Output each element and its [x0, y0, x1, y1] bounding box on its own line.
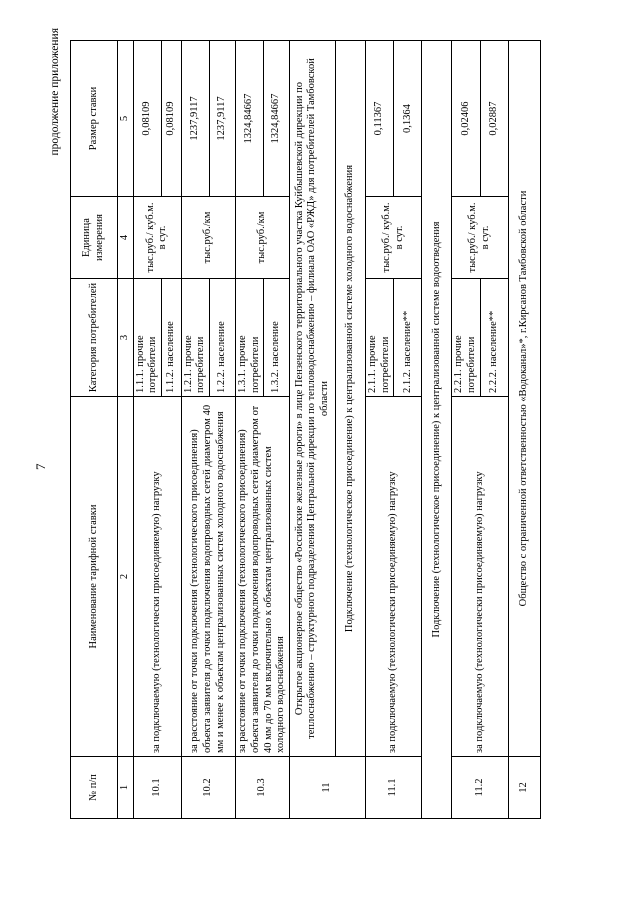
rate-name: за подключаемую (технологически присоединяемую) нагрузку — [133, 397, 181, 757]
page-number: 7 — [33, 463, 48, 470]
rate-value: 0,02406 — [452, 41, 480, 197]
column-index: 4 — [118, 197, 134, 279]
header-row — [71, 41, 118, 819]
table-row — [422, 41, 452, 819]
column-index: 3 — [118, 279, 134, 397]
organization-name: Открытое акционерное общество «Российские железные дороги» в лице Пензенского территориального участка Куйбышевской дирекции по теплоснабжению – структурного подразделения Центральной дирекции по тепловодоснабжению – филиала ОАО «РЖД» для потребителей Тамбовской области — [290, 41, 336, 757]
unit: тыс.руб./ куб.м. в сут. — [133, 197, 181, 279]
consumer-category: 1.2.2. население — [209, 279, 235, 397]
table-row — [133, 41, 161, 819]
table-row — [508, 41, 540, 819]
unit: тыс.руб./км — [235, 197, 289, 279]
header-rate-value: Размер ставки — [71, 41, 118, 197]
rate-value: 0,11367 — [366, 41, 394, 197]
consumer-category: 2.1.1. прочие потребители — [366, 279, 394, 397]
row-number: 10.3 — [235, 757, 289, 819]
tariff-table — [70, 40, 541, 819]
consumer-category: 1.3.2. население — [264, 279, 290, 397]
consumer-category: 1.1.1. прочие потребители — [133, 279, 161, 397]
section-title: Подключение (технологическое присоединение) к централизованной системе холодного водоснабжения — [336, 41, 366, 757]
row-number: 11.1 — [366, 757, 422, 819]
row-number: 11.2 — [452, 757, 508, 819]
section-title: Подключение (технологическое присоединение) к централизованной системе водоотведения — [422, 41, 452, 819]
column-index-row — [118, 41, 134, 819]
table-row — [290, 41, 336, 819]
rate-name: за расстояние от точки подключения (технологического присоединения) объекта заявителя до точки подключения водопроводных сетей диаметром от 40 мм до 70 мм включительно к объектам централизованных систем холодного водоснабжения — [235, 397, 289, 757]
table-row — [181, 41, 209, 819]
header-category: Категория потребителей — [71, 279, 118, 397]
consumer-category: 2.2.2. население** — [480, 279, 508, 397]
header-unit: Единица измерения — [71, 197, 118, 279]
row-number: 11 — [290, 757, 366, 819]
continuation-note: продолжение приложения — [49, 28, 61, 156]
rate-name: за подключаемую (технологически присоединяемую) нагрузку — [366, 397, 422, 757]
consumer-category: 1.2.1. прочие потребители — [181, 279, 209, 397]
unit: тыс.руб./ куб.м. в сут. — [452, 197, 508, 279]
column-index: 2 — [118, 397, 134, 757]
rate-value: 1324,84667 — [235, 41, 263, 197]
rate-value: 1237,9117 — [209, 41, 235, 197]
rate-value: 0,08109 — [133, 41, 161, 197]
table-row — [336, 41, 366, 819]
column-index: 1 — [118, 757, 134, 819]
header-number: № п/п — [71, 757, 118, 819]
table-row — [366, 41, 394, 819]
consumer-category: 2.1.2. население** — [394, 279, 422, 397]
consumer-category: 2.2.1. прочие потребители — [452, 279, 480, 397]
rate-value: 0,1364 — [394, 41, 422, 197]
organization-name: Общество с ограниченной ответственностью «Водоканал»*, г.Кирсанов Тамбовской области — [508, 41, 540, 757]
table-row — [235, 41, 263, 819]
consumer-category: 1.3.1. прочие потребители — [235, 279, 263, 397]
row-number: 10.2 — [181, 757, 235, 819]
rate-value: 0,02887 — [480, 41, 508, 197]
consumer-category: 1.1.2. население — [161, 279, 181, 397]
rate-name: за расстояние от точки подключения (технологического присоединения) объекта заявителя до точки подключения водопроводных сетей диаметром 40 мм и менее к объектам централизованных систем холодного водоснабжения — [181, 397, 235, 757]
rate-value: 1324,84667 — [264, 41, 290, 197]
header-rate-name: Наименование тарифной ставки — [71, 397, 118, 757]
column-index: 5 — [118, 41, 134, 197]
unit: тыс.руб./км — [181, 197, 235, 279]
row-number: 12 — [508, 757, 540, 819]
table-row — [452, 41, 480, 819]
row-number: 10.1 — [133, 757, 181, 819]
rate-name: за подключаемую (технологически присоединяемую) нагрузку — [452, 397, 508, 757]
rate-value: 1237,9117 — [181, 41, 209, 197]
rate-value: 0,08109 — [161, 41, 181, 197]
unit: тыс.руб./ куб.м. в сут. — [366, 197, 422, 279]
